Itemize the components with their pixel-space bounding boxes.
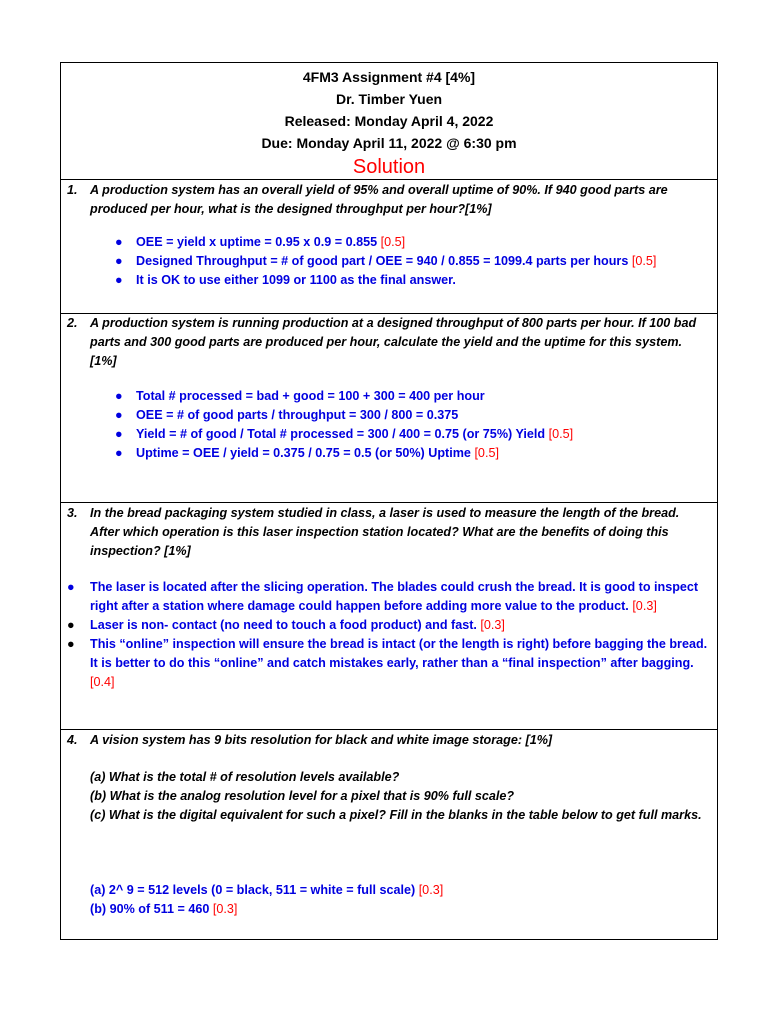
answer-item: ● OEE = yield x uptime = 0.95 x 0.9 = 0.855 [0.5] [136, 233, 717, 252]
assignment-sheet [60, 62, 718, 940]
question-3-text [61, 504, 717, 561]
instructor-name: Dr. Timber Yuen [335, 91, 443, 107]
question-prompt: A production system is running production at a designed throughput of 800 parts per hour. If 100 bad parts and 300 good parts are produced per hour, calculate the yield and the uptime for this system. [1%] [90, 316, 697, 368]
bullet-icon: ● [115, 235, 123, 249]
mark: [0.3] [418, 883, 444, 897]
question-number: 4. [67, 733, 78, 747]
answer-item: ● OEE = # of good parts / throughput = 300 / 800 = 0.375 [136, 406, 717, 425]
bullet-icon: ● [115, 446, 123, 460]
sub-question-c: (c) What is the digital equivalent for such a pixel? Fill in the blanks in the table below to get full marks. [90, 808, 702, 822]
answer-item: ● Uptime = OEE / yield = 0.375 / 0.75 = 0.5 (or 50%) Uptime [0.5] [136, 444, 717, 463]
question-1 [61, 180, 717, 314]
bullet-icon: ● [67, 637, 75, 651]
mark: [0.5] [548, 427, 574, 441]
answer-list [61, 233, 717, 290]
question-prompt: A production system has an overall yield of 95% and overall uptime of 90%. If 940 good parts are produced per hour, what is the designed throughput per hour?[1%] [90, 183, 668, 216]
mark: [0.3] [480, 618, 505, 632]
question-1-text [61, 181, 717, 219]
question-prompt: In the bread packaging system studied in class, a laser is used to measure the length of the bread. After which operation is this laser inspection station located? What are the benefits of doing this inspection? [1%] [90, 506, 680, 558]
assignment-header [61, 63, 717, 180]
release-date: Released: Monday April 4, 2022 [284, 113, 494, 129]
bullet-icon: ● [115, 254, 123, 268]
answer-a: (a) 2^ 9 = 512 levels (0 = black, 511 = white = full scale) [0.3] [90, 883, 444, 897]
answer-b: (b) 90% of 511 = 460 [0.3] [90, 902, 238, 916]
question-number: 2. [67, 316, 78, 330]
answer-item: ● Laser is non- contact (no need to touch a food product) and fast. [0.3] [90, 616, 711, 635]
bullet-icon: ● [67, 580, 75, 594]
course-title: 4FM3 Assignment #4 [4%] [302, 69, 476, 85]
mark: [0.4] [90, 675, 115, 689]
answer-item: ● It is OK to use either 1099 or 1100 as the final answer. [136, 271, 717, 290]
answer-list [61, 578, 717, 692]
mark: [0.3] [632, 599, 657, 613]
answer-item: ● Yield = # of good / Total # processed = 300 / 400 = 0.75 (or 75%) Yield [0.5] [136, 425, 717, 444]
due-date: Due: Monday April 11, 2022 @ 6:30 pm [261, 135, 517, 151]
sub-question-b: (b) What is the analog resolution level for a pixel that is 90% full scale? [90, 789, 515, 803]
question-number: 3. [67, 506, 78, 520]
mark: [0.3] [212, 902, 238, 916]
answer-list [61, 387, 717, 463]
bullet-icon: ● [115, 427, 123, 441]
solution-heading: Solution [352, 156, 426, 178]
answer-item: ● This “online” inspection will ensure the bread is intact (or the length is right) before bagging the bread. It is better to do this “online” and catch mistakes early, rather than a “final inspection” after bagging. [0.4] [67, 637, 708, 689]
bullet-icon: ● [67, 618, 75, 632]
question-4-text [61, 731, 717, 750]
question-number: 1. [67, 183, 78, 197]
question-2 [61, 314, 717, 503]
answer-item: ● The laser is located after the slicing operation. The blades could crush the bread. It is good to inspect right after a station where damage could happen before adding more value to the product. [0.3] [67, 580, 699, 613]
answer-item: ● Total # processed = bad + good = 100 + 300 = 400 per hour [136, 387, 717, 406]
mark: [0.5] [380, 235, 406, 249]
question-4 [61, 730, 717, 939]
sub-question-a: (a) What is the total # of resolution levels available? [90, 770, 400, 784]
mark: [0.5] [474, 446, 499, 460]
question-3 [61, 503, 717, 730]
answer-item: ● Designed Throughput = # of good part / OEE = 940 / 0.855 = 1099.4 parts per hours [0.5] [136, 252, 717, 271]
bullet-icon: ● [115, 408, 123, 422]
question-2-text [61, 314, 717, 371]
bullet-icon: ● [115, 273, 123, 287]
question-prompt: A vision system has 9 bits resolution for black and white image storage: [1%] [90, 733, 553, 747]
bullet-icon: ● [115, 389, 123, 403]
mark: [0.5] [631, 254, 657, 268]
